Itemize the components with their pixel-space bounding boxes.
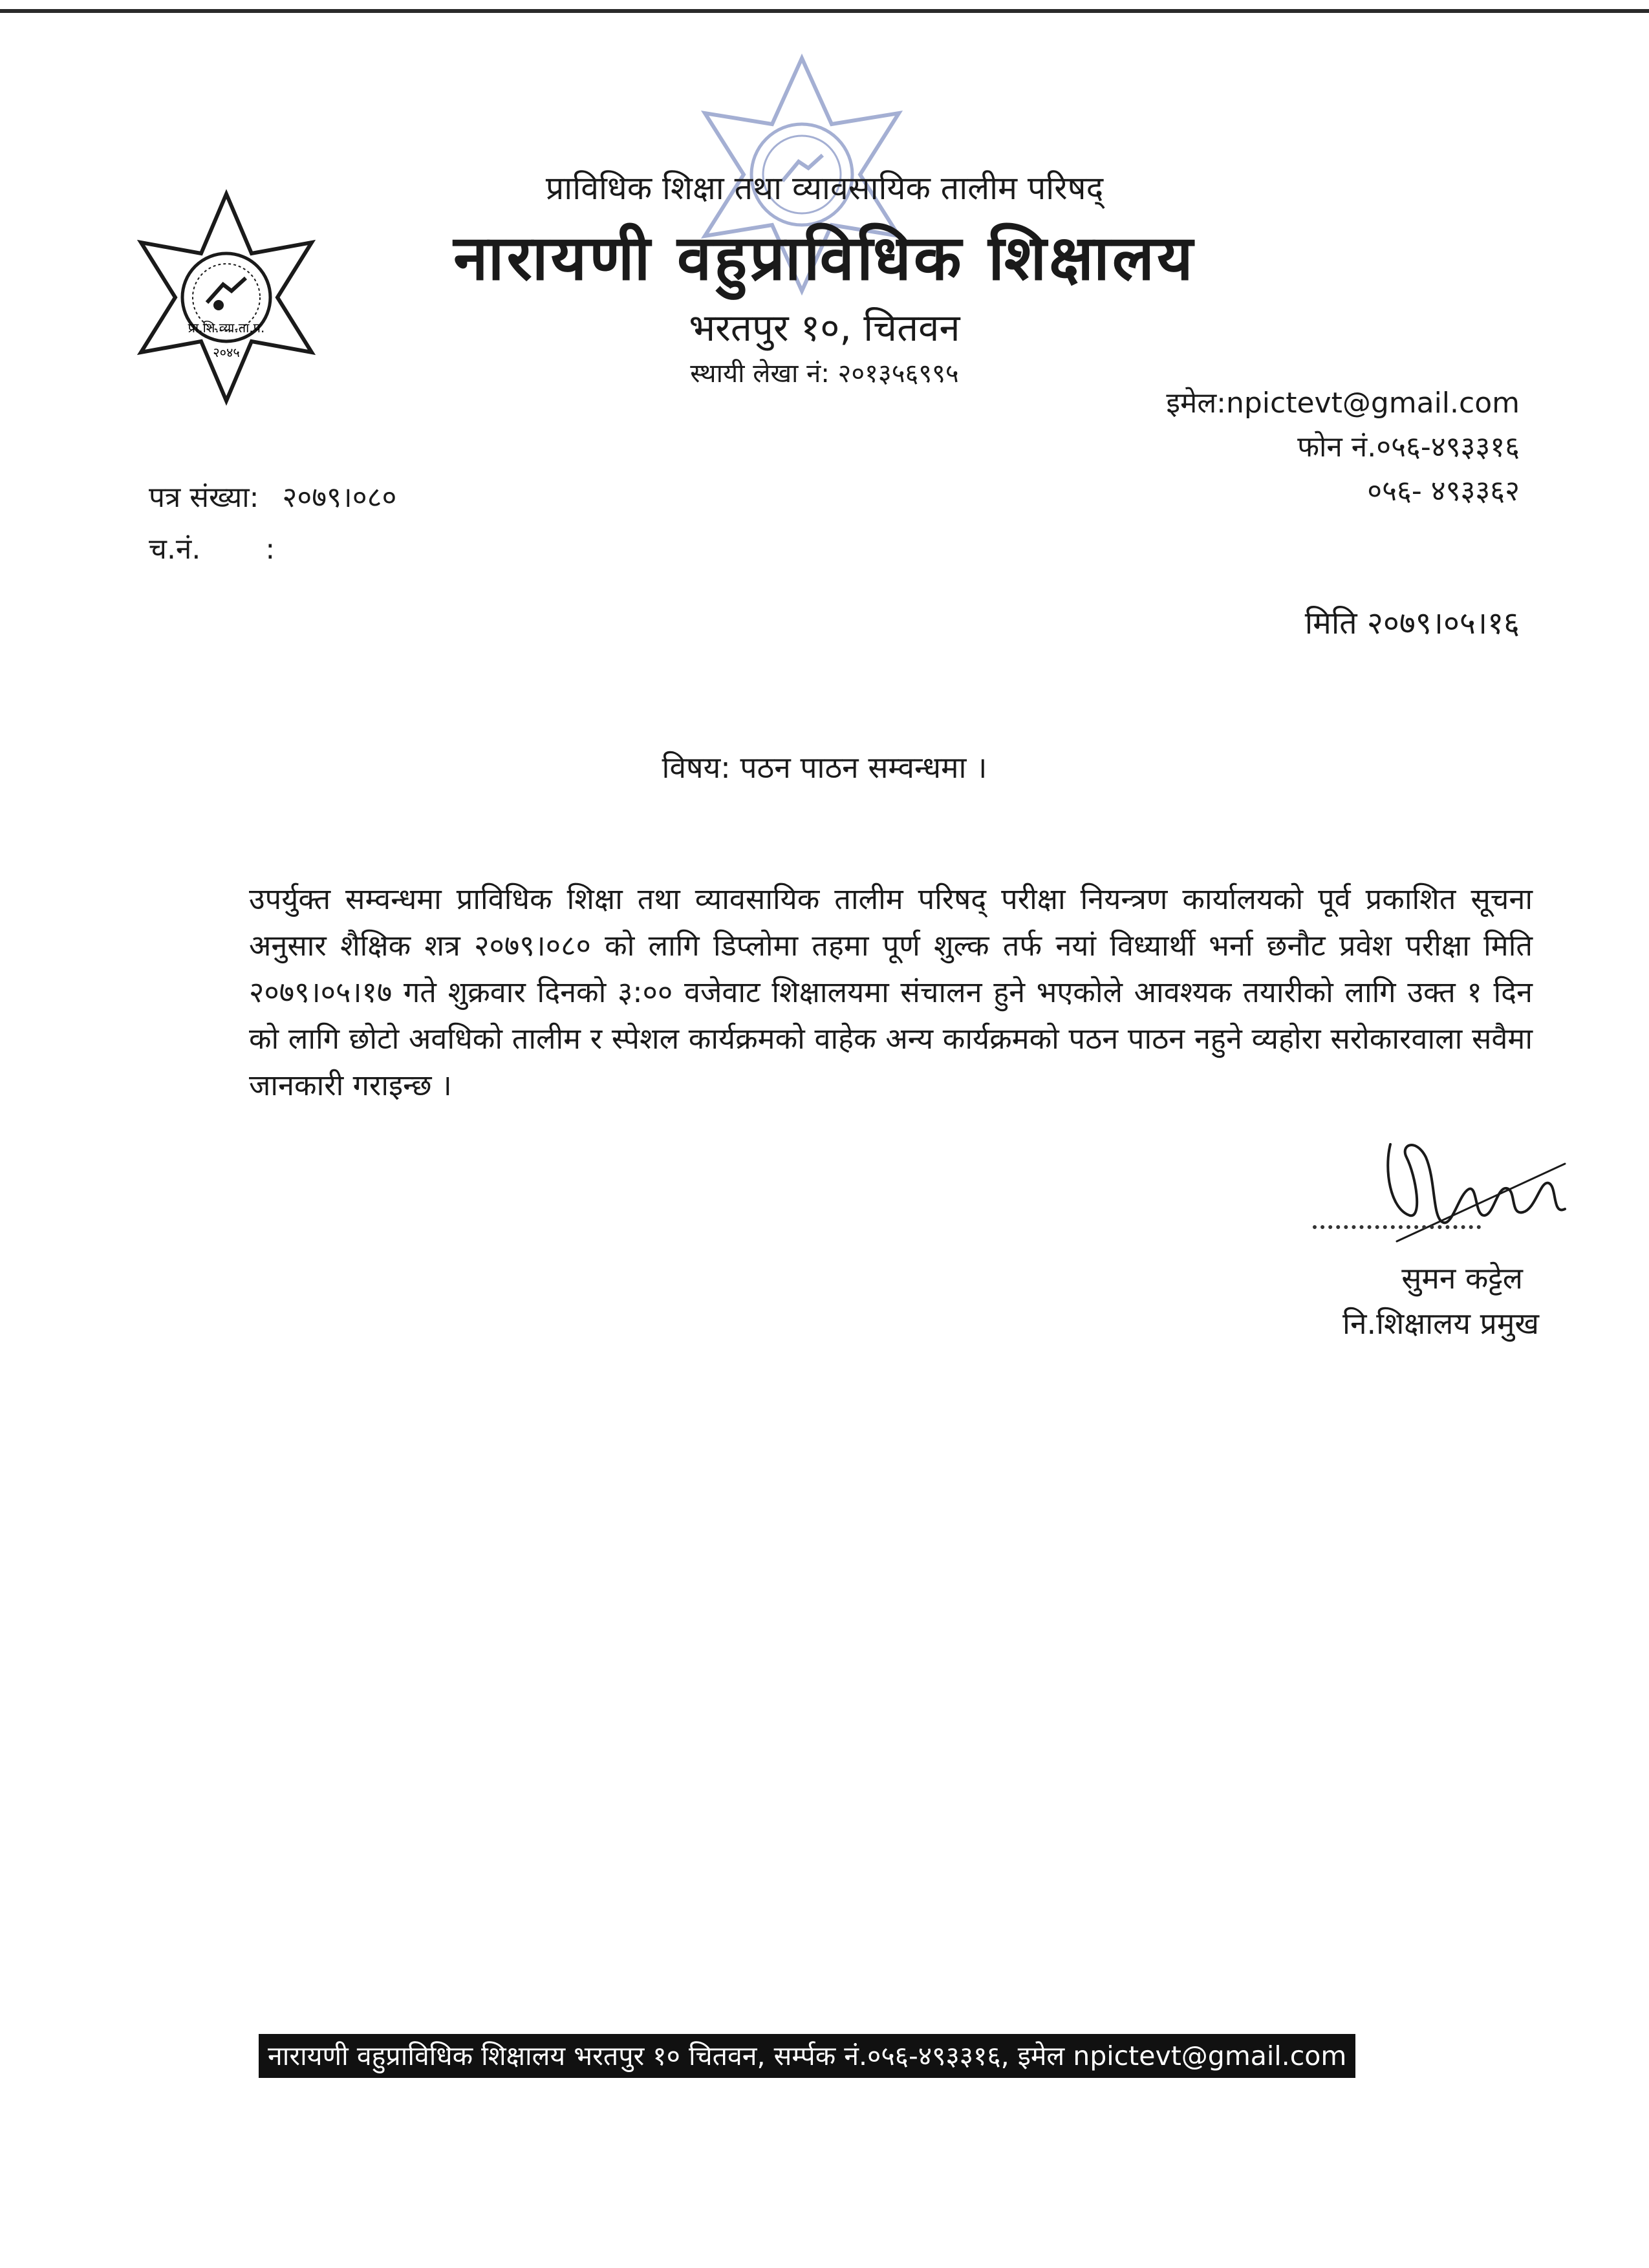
signatory-name: सुमन कट्टेल	[1401, 1261, 1523, 1296]
letter-subject: विषय: पठन पाठन सम्वन्धमा ।	[662, 750, 987, 785]
contact-phone-1: फोन नं.०५६-४९३३१६	[1297, 431, 1520, 464]
dispatch-number-row	[149, 524, 396, 575]
contact-block	[1166, 381, 1520, 513]
college-address: भरतपुर १०, चितवन	[689, 306, 960, 350]
signatory-title: नि.शिक्षालय प्रमुख	[1342, 1306, 1539, 1341]
letter-number-label: पत्र संख्या:	[149, 481, 259, 514]
emblem-year: २०४५	[213, 345, 240, 360]
dispatch-number-label: च.नं.	[149, 533, 201, 566]
contact-phone-2: ०५६- ४९३३६२	[1367, 475, 1520, 508]
letter-number-value: २०७९।०८०	[282, 481, 397, 514]
college-name: नारायणी वहुप्राविधिक शिक्षालय	[453, 222, 1196, 294]
letter-date: मिति २०७९।०५।१६	[1304, 605, 1520, 641]
footer-bar: नारायणी वहुप्राविधिक शिक्षालय भरतपुर १० चितवन, सर्म्पक नं.०५६-४९३३१६, इमेल npictevt@gmail.com	[259, 2034, 1355, 2078]
signature-line	[1313, 1225, 1481, 1229]
pan-number: स्थायी लेखा नं: २०१३५६९९५	[690, 359, 959, 389]
contact-email: इमेल:npictevt@gmail.com	[1166, 387, 1520, 420]
council-name: प्राविधिक शिक्षा तथा व्यावसायिक तालीम परिषद्	[545, 169, 1104, 207]
letter-body: उपर्युक्त सम्वन्धमा प्राविधिक शिक्षा तथा व्यावसायिक तालीम परिषद् परीक्षा नियन्त्रण कार्यालयको पूर्व प्रकाशित सूचना अनुसार शैक्षिक शत्र २०७९।०८० को लागि डिप्लोमा तहमा पूर्ण शुल्क तर्फ नयां विध्यार्थी भर्ना छनौट प्रवेश परीक्षा मिति २०७९।०५।१७ गते शुक्रवार दिनको ३:०० वजेवाट शिक्षालयमा संचालन हुने भएकोले आवश्यक तयारीको लागि उक्त १ दिन को लागि छोटो अवधिको तालीम र स्पेशल कार्यक्रमको वाहेक अन्य कार्यक्रमको पठन पाठन नहुने व्यहोरा सरोकारवाला सवैमा जानकारी गराइन्छ ।	[249, 882, 1533, 1102]
emblem-text: प्रा.शि.व्या.ता.प.	[188, 320, 265, 336]
reference-block	[149, 472, 396, 575]
scan-top-edge	[0, 9, 1649, 13]
dispatch-number-value: :	[265, 533, 275, 566]
letter-number-row	[149, 472, 396, 524]
handwritten-signature	[1371, 1118, 1578, 1261]
